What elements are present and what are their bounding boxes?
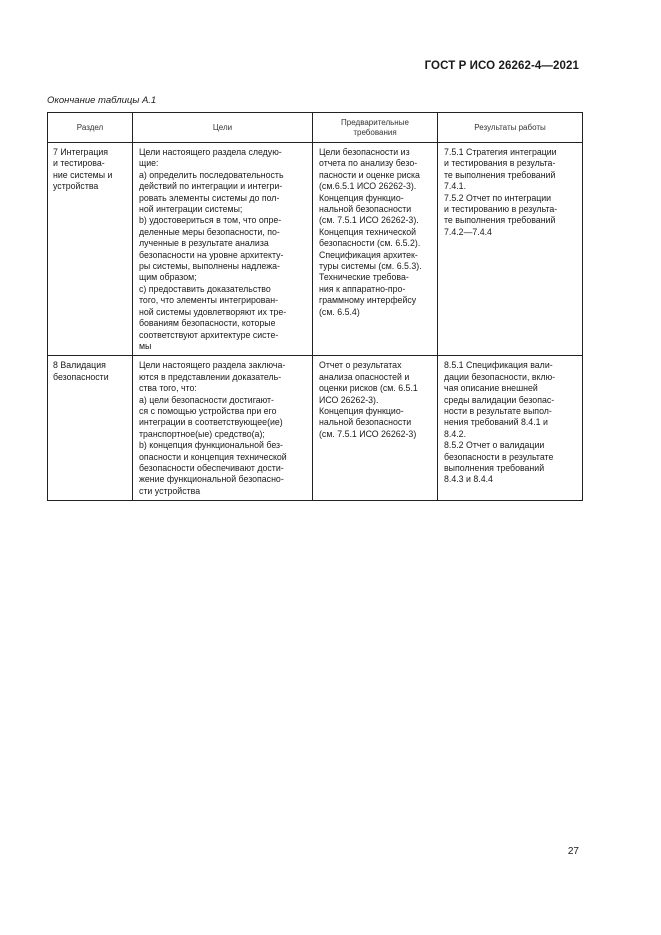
cell-prerequisites: Цели безопасности из отчета по анализу безо- пасности и оценке риска (см.6.5.1 ИСО 26262-3). Концепция функцио- нальной безопасности (см. 7.5.1 ИСО 26262-3). Концепция технической безопасности (см. 6.5.2). Спецификация архитек- туры системы (см. 6.5.3). Технические требова- ния к аппаратно-про- граммному интерфейсу (см. 6.5.4) bbox=[313, 143, 438, 356]
document-code: ГОСТ Р ИСО 26262-4—2021 bbox=[424, 60, 579, 72]
table-row bbox=[48, 143, 583, 356]
cell-prerequisites: Отчет о результатах анализа опасностей и оценки рисков (см. 6.5.1 ИСО 26262-3). Концепция функцио- нальной безопасности (см. 7.5.1 ИСО 26262-3) bbox=[313, 356, 438, 501]
cell-section: 7 Интеграция и тестирова- ние системы и устройства bbox=[48, 143, 133, 356]
column-header-results: Результаты работы bbox=[438, 113, 583, 143]
cell-results: 7.5.1 Стратегия интеграции и тестирования в результа- те выполнения требований 7.4.1. 7.5.2 Отчет по интеграции и тестированию в результа- те выполнения требований 7.4.2—7.4.4 bbox=[438, 143, 583, 356]
goals-table bbox=[47, 112, 583, 501]
table-caption: Окончание таблицы А.1 bbox=[47, 95, 157, 106]
table-row bbox=[48, 356, 583, 501]
column-header-prerequisites: Предварительные требования bbox=[313, 113, 438, 143]
column-header-section: Раздел bbox=[48, 113, 133, 143]
cell-section: 8 Валидация безопасности bbox=[48, 356, 133, 501]
cell-goals: Цели настоящего раздела заключа- ются в представлении доказатель- ства того, что: a) цели безопасности достигают- ся с помощью устройства при его интеграции в соответствующее(ие) транспортное(ые) средство(а); b) концепция функциональной без- опасности и концепция технической безопасности обеспечивают дости- жение функциональной безопасно- сти устройства bbox=[133, 356, 313, 501]
cell-results: 8.5.1 Спецификация вали- дации безопасности, вклю- чая описание внешней среды валидации безопас- ности в результате выпол- нения требований 8.4.1 и 8.4.2. 8.5.2 Отчет о валидации безопасности в результате выполнения требований 8.4.3 и 8.4.4 bbox=[438, 356, 583, 501]
page-number: 27 bbox=[567, 846, 579, 857]
table-header-row bbox=[48, 113, 583, 143]
column-header-goals: Цели bbox=[133, 113, 313, 143]
cell-goals: Цели настоящего раздела следую- щие: a) определить последовательность действий по интеграции и интегри- ровать элементы системы до пол- ной интеграции системы; b) удостовериться в том, что опре- деленные меры безопасности, по- лученные в результате анализа безопасности на уровне архитекту- ры системы, выполнены надлежа- щим образом; c) предоставить доказательство того, что элементы интегрирован- ной системы удовлетворяют их тре- бованиям безопасности, которые соответствуют архитектуре систе- мы bbox=[133, 143, 313, 356]
